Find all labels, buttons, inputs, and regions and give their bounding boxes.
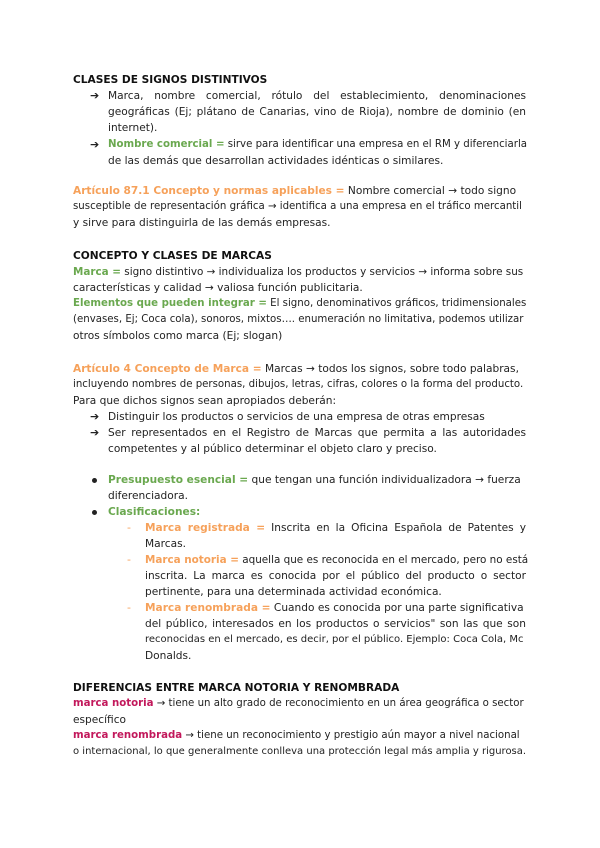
bullet-text: Ser representados en el Registro de Marcas que permita a las autoridades [108, 427, 526, 439]
article-4-line [73, 361, 519, 377]
article-text: Para que dichos signos sean apropiados deberán: [73, 395, 337, 407]
bullet-text: aquella que es reconocida en el mercado, pero no está [238, 554, 529, 566]
term-clasificaciones: Clasificaciones: [108, 506, 201, 518]
definition-text: otros símbolos como marca (Ej; slogan) [73, 330, 283, 342]
dash-bullet-icon: - [127, 553, 131, 566]
marca-notoria-line [145, 552, 528, 568]
diff-text: → tiene un alto grado de reconocimiento en un área geográfica o sector [153, 698, 524, 709]
term-marca-notoria-diff: marca notoria [73, 698, 154, 709]
round-bullet-icon [92, 478, 97, 483]
bullet-text: Distinguir los productos o servicios de una empresa de otras empresas [108, 411, 485, 423]
term-marca-renombrada-diff: marca renombrada [73, 730, 183, 741]
definition-text: (envases, Ej; Coca cola), sonoros, mixtos…. enumeración no limitativa, podemos utilizar [73, 314, 524, 325]
article-text: Nombre comercial → todo signo [344, 185, 517, 197]
diff-text: → tiene un reconocimiento y prestigio aún mayor a nivel nacional [182, 730, 520, 741]
article-text: incluyendo nombres de personas, dibujos, letras, cifras, colores o la forma del producto. [73, 379, 524, 390]
article-87-line [73, 183, 516, 199]
bullet-nombre-comercial [108, 137, 527, 153]
term-elementos: Elementos que pueden integrar = [73, 298, 267, 309]
bullet-text: competentes y al público determinar el objeto claro y preciso. [108, 443, 437, 455]
definition-text: características y calidad → valiosa función publicitaria. [73, 282, 363, 294]
marca-registrada-line [145, 520, 526, 536]
section-title-marcas: CONCEPTO Y CLASES DE MARCAS [73, 250, 272, 262]
bullet-text: del público, interesados en los productos o servicios" son las que son [145, 618, 526, 630]
arrow-bullet-icon: ➔ [90, 410, 100, 423]
diff-text: específico [73, 714, 127, 726]
definition-text: El signo, denominativos gráficos, tridimensionales [266, 298, 527, 309]
term-marca-registrada: Marca registrada = [145, 522, 266, 534]
bullet-text: Inscrita en la Oficina Española de Patentes y [265, 522, 526, 534]
bullet-text: diferenciadora. [108, 490, 188, 502]
notoria-diff-line [73, 696, 524, 712]
dash-bullet-icon: - [127, 521, 131, 534]
term-marca: Marca = [73, 266, 121, 278]
bullet-text: geográficas (Ej; plátano de Canarias, vino de Rioja), nombre de dominio (en [108, 106, 526, 118]
dash-bullet-icon: - [127, 601, 131, 614]
term-marca-notoria: Marca notoria = [145, 554, 239, 566]
marca-renombrada-line [145, 600, 524, 616]
section-title-signos: CLASES DE SIGNOS DISTINTIVOS [73, 74, 268, 86]
term-nombre-comercial: Nombre comercial = [108, 139, 225, 150]
term-articulo-4: Artículo 4 Concepto de Marca = [73, 363, 262, 375]
bullet-text: Marca, nombre comercial, rótulo del establecimiento, denominaciones [108, 90, 526, 102]
section-title-diferencias: DIFERENCIAS ENTRE MARCA NOTORIA Y RENOMBRADA [73, 682, 400, 694]
marca-definition [73, 264, 523, 280]
article-text: susceptible de representación gráfica → identifica a una empresa en el tráfico mercantil [73, 201, 522, 212]
term-presupuesto: Presupuesto esencial = [108, 474, 249, 486]
bullet-text: internet). [108, 122, 158, 134]
renombrada-diff-line [73, 728, 520, 744]
bullet-text: de las demás que desarrollan actividades idénticas o similares. [108, 155, 444, 167]
term-marca-renombrada: Marca renombrada = [145, 602, 271, 614]
article-text: y sirve para distinguirla de las demás empresas. [73, 217, 331, 229]
diff-text: o internacional, lo que generalmente conlleva una protección legal más amplia y rigurosa. [73, 746, 527, 757]
term-articulo-87: Artículo 87.1 Concepto y normas aplicables = [73, 185, 345, 197]
definition-text: signo distintivo → individualiza los productos y servicios → informa sobre sus [120, 266, 524, 278]
elementos-line [73, 296, 526, 312]
bullet-text: sirve para identificar una empresa en el RM y diferenciarla [224, 139, 528, 150]
bullet-text: Cuando es conocida por una parte significativa [270, 602, 524, 614]
bullet-text: inscrita. La marca es conocida por el público del producto o sector [145, 570, 526, 582]
arrow-bullet-icon: ➔ [90, 138, 100, 151]
presupuesto-line [108, 472, 521, 488]
bullet-text: Donalds. [145, 650, 192, 662]
bullet-text: reconocidas en el mercado, es decir, por el público. Ejemplo: Coca Cola, Mc [145, 634, 524, 645]
arrow-bullet-icon: ➔ [90, 426, 100, 439]
article-text: Marcas → todos los signos, sobre todo palabras, [261, 363, 519, 375]
arrow-bullet-icon: ➔ [90, 89, 100, 102]
round-bullet-icon [92, 510, 97, 515]
bullet-text: Marcas. [145, 538, 186, 550]
bullet-text: que tengan una función individualizadora → fuerza [248, 474, 521, 486]
bullet-text: pertinente, para una determinada actividad económica. [145, 586, 442, 598]
